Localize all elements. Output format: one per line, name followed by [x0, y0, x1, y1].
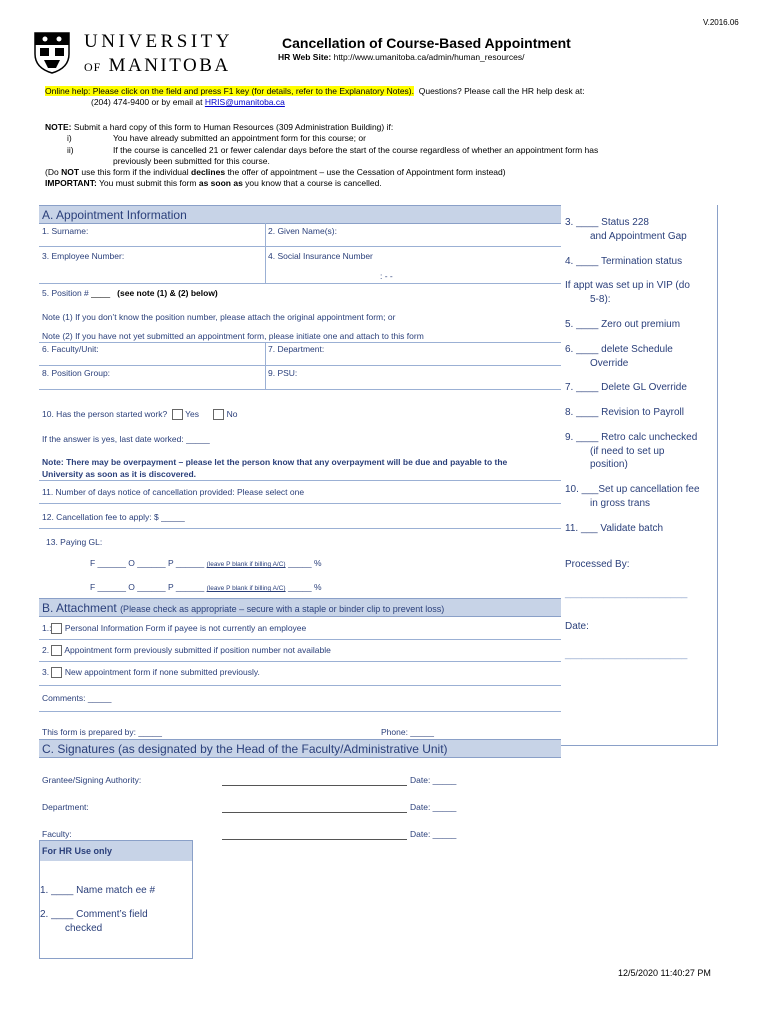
- surname-field[interactable]: 1. Surname:: [42, 226, 89, 236]
- hr-check-8[interactable]: 8. ____ Revision to Payroll: [565, 407, 684, 418]
- hr-check-4[interactable]: 4. ____ Termination status: [565, 256, 683, 267]
- attachment-3-checkbox[interactable]: [51, 667, 62, 678]
- form-version: V.2016.06: [703, 18, 739, 27]
- hr-check-6[interactable]: 6. ____ delete Schedule Override: [565, 344, 673, 369]
- processed-date-label: Date:: [565, 621, 589, 632]
- gl-row-1[interactable]: F ______ O ______ P ______ (leave P blank if billing A/C) _____ %: [90, 558, 322, 568]
- form-title: Cancellation of Course-Based Appointment: [282, 35, 571, 51]
- hr-use-name-match[interactable]: 1. ____ Name match ee #: [40, 885, 156, 896]
- university-crest-logo: [32, 30, 72, 74]
- started-work-question: 10. Has the person started work? Yes No: [42, 409, 238, 419]
- hr-web-url[interactable]: http://www.umanitoba.ca/admin/human_resources/: [333, 52, 525, 62]
- attachment-personal-info: 1.: Personal Information Form if payee is not currently an employee: [42, 623, 307, 633]
- employee-number-field[interactable]: 3. Employee Number:: [42, 251, 125, 261]
- grantee-signature-label: Grantee/Signing Authority:: [42, 775, 142, 785]
- department-signature-line[interactable]: [222, 812, 407, 813]
- gl-row-2[interactable]: F ______ O ______ P ______ (leave P blank if billing A/C) _____ %: [90, 582, 322, 592]
- sin-field[interactable]: 4. Social Insurance Number: [268, 251, 373, 261]
- phone-field[interactable]: Phone: _____: [381, 727, 434, 737]
- faculty-unit-field[interactable]: 6. Faculty/Unit:: [42, 344, 99, 354]
- given-names-field[interactable]: 2. Given Name(s):: [268, 226, 337, 236]
- hr-web-site: HR Web Site: http://www.umanitoba.ca/admin/human_resources/: [278, 52, 525, 62]
- hr-check-9[interactable]: 9. ____ Retro calc unchecked (if need to set up position): [565, 432, 698, 470]
- comments-field[interactable]: Comments: _____: [42, 693, 112, 703]
- hr-check-3[interactable]: 3. ____ Status 228 and Appointment Gap: [565, 217, 687, 242]
- vip-note: If appt was set up in VIP (do 5-8):: [565, 280, 690, 305]
- position-note-2: Note (2) If you have not yet submitted an appointment form, please initiate one and attach to this form: [42, 331, 424, 341]
- attachment-2-checkbox[interactable]: [51, 645, 62, 656]
- processed-date-line[interactable]: ______________________: [565, 649, 688, 660]
- position-group-field[interactable]: 8. Position Group:: [42, 368, 111, 378]
- help-contact-line: (204) 474-9400 or by email at HRIS@umanitoba.ca: [91, 97, 285, 107]
- position-note-1: Note (1) If you don’t know the position number, please attach the original appointment form; or: [42, 312, 396, 322]
- started-no-checkbox[interactable]: [213, 409, 224, 420]
- overpayment-note: Note: There may be overpayment – please let the person know that any overpayment will be due and payable to the University as soon as it is discovered.: [42, 457, 508, 479]
- paying-gl-label: 13. Paying GL:: [46, 537, 103, 547]
- hris-email-link[interactable]: HRIS@umanitoba.ca: [204, 97, 285, 107]
- university-name-line1: UNIVERSITY: [84, 31, 233, 52]
- submission-notes: NOTE: Submit a hard copy of this form to Human Resources (309 Administration Building) if: i) You have already submitted an appointment form for this course; or ii) If the course is cancelled 21 or fewer calendar days before the start of the course regardless of whether an appointment form has previously been submitted for this course. (Do NOT use this form if the individual declines the offer of appointment – use the Cessation of Appointment form instead) IMPORTANT: You must submit this form as soon as you know that a course is cancelled.: [45, 122, 599, 189]
- attachment-previous-form: 2. Appointment form previously submitted if position number not available: [42, 645, 331, 655]
- sin-separators: : - -: [380, 271, 393, 281]
- hr-check-10[interactable]: 10. ___Set up cancellation fee in gross trans: [565, 484, 700, 509]
- department-date-field[interactable]: Date: _____: [410, 802, 457, 812]
- last-date-worked-field[interactable]: If the answer is yes, last date worked: _____: [42, 434, 210, 444]
- online-help-line: Online help: Please click on the field and press F1 key (for details, refer to the Explanatory Notes). Questions? Please call the HR help desk at:: [45, 86, 585, 96]
- faculty-date-field[interactable]: Date: _____: [410, 829, 457, 839]
- hr-use-comments-checked[interactable]: 2. ____ Comment’s field checked: [40, 909, 148, 934]
- section-a-header: A. Appointment Information: [39, 205, 561, 224]
- psu-field[interactable]: 9. PSU:: [268, 368, 298, 378]
- hr-check-7[interactable]: 7. ____ Delete GL Override: [565, 382, 687, 393]
- started-yes-checkbox[interactable]: [172, 409, 183, 420]
- days-notice-select[interactable]: 11. Number of days notice of cancellation provided: Please select one: [42, 487, 305, 497]
- grantee-signature-line[interactable]: [222, 785, 407, 786]
- section-b-header: B. Attachment (Please check as appropriate – secure with a staple or binder clip to prevent loss): [39, 598, 561, 617]
- hr-use-only-box: [39, 840, 193, 959]
- department-signature-label: Department:: [42, 802, 89, 812]
- section-c-header: C. Signatures (as designated by the Head of the Faculty/Administrative Unit): [39, 739, 561, 758]
- university-name-line2: OF MANITOBA: [84, 55, 231, 76]
- cancellation-fee-field[interactable]: 12. Cancellation fee to apply: $ _____: [42, 512, 185, 522]
- faculty-signature-line[interactable]: [222, 839, 407, 840]
- hr-check-5[interactable]: 5. ____ Zero out premium: [565, 319, 681, 330]
- hr-check-11[interactable]: 11. ___ Validate batch: [565, 523, 664, 534]
- print-timestamp: 12/5/2020 11:40:27 PM: [618, 968, 711, 978]
- attachment-new-form: 3. New appointment form if none submitted previously.: [42, 667, 260, 677]
- attachment-1-checkbox[interactable]: [51, 623, 62, 634]
- department-field[interactable]: 7. Department:: [268, 344, 325, 354]
- hr-use-heading: For HR Use only: [40, 841, 192, 861]
- processed-by-line[interactable]: ______________________: [565, 588, 688, 599]
- faculty-signature-label: Faculty:: [42, 829, 72, 839]
- prepared-by-field[interactable]: This form is prepared by: _____: [42, 727, 163, 737]
- processed-by-label: Processed By:: [565, 559, 630, 570]
- grantee-date-field[interactable]: Date: _____: [410, 775, 457, 785]
- position-number-field[interactable]: 5. Position # ____ (see note (1) & (2) below): [42, 288, 218, 298]
